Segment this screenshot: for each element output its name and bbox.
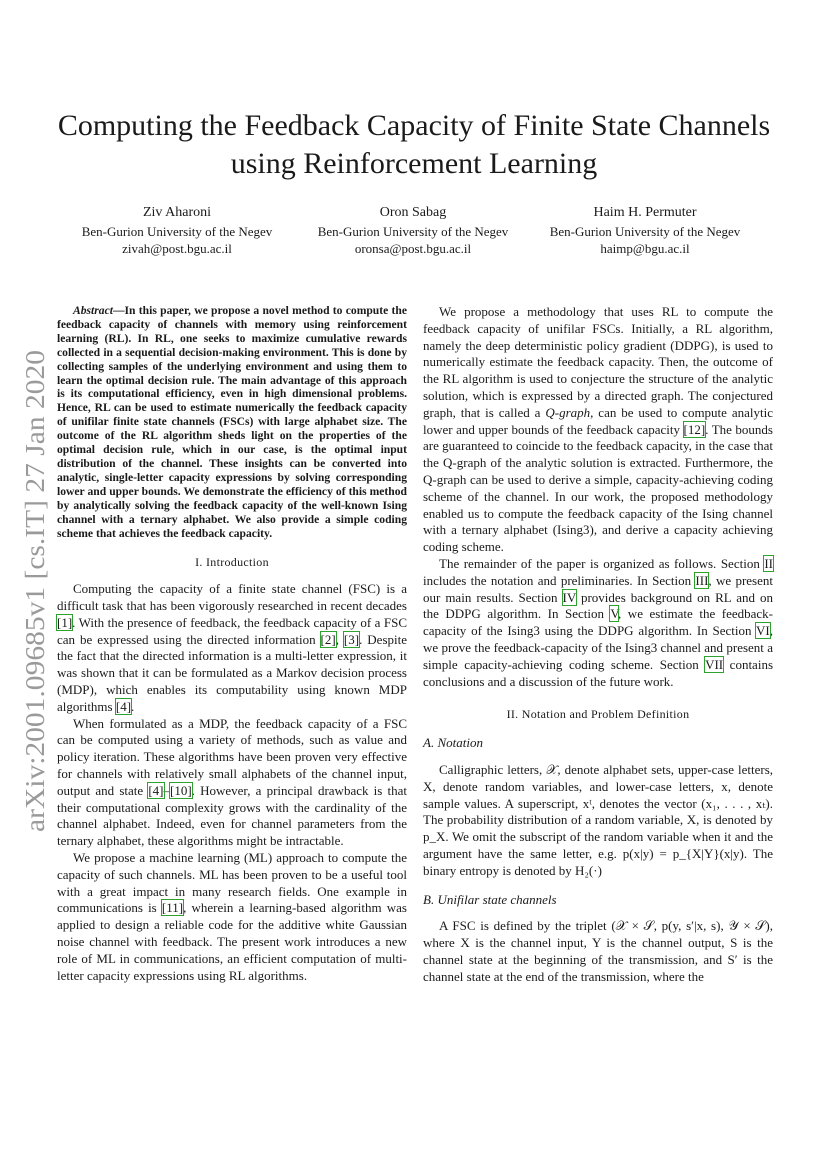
author-affiliation: Ben-Gurion University of the Negev [81,224,273,239]
methodology-paragraph: We propose a methodology that uses RL to compute the feedback capacity of unifilar FSCs. Initially, a RL algorithm, namely the deep deterministic policy gradient (DDPG), is used to numerically estimate the feedback capacity. Then, the outcome of the RL algorithm is used to conjecture the structure of the analytic solution, which is expressed by a directed graph. The conjectured graph, that is called a Q-graph, can be used to compute analytic lower and upper bounds of the feedback capacity [12]. The bounds are guaranteed to coincide to the feedback capacity, in the case that the Q-graph of the analytic solution is extracted. Furthermore, the Q-graph can be used to derive a simple, capacity-achieving coding scheme of the channel. In our work, the proposed methodology enabled us to compute the feedback capacity of the Ising channel with a ternary alphabet (Ising3), and derive a capacity achieving coding scheme. [423,304,773,555]
abstract-text: —In this paper, we propose a novel method to compute the feedback capacity of channels with memory using reinforcement learning (RL). In RL, one seeks to maximize cumulative rewards collected in a sequential decision-making environment. This is done by collecting samples of the underlying environment and using them to learn the optimal decision rule. The main advantage of this approach is its computational efficiency, even in high dimensional problems. Hence, RL can be used to estimate numerically the feedback capacity of unifilar finite state channels (FSCs) with large alphabet size. The outcome of the RL algorithm sheds light on the properties of the optimal decision rule, which in our case, is the optimal input distribution of the channel. These insights can be converted into analytic, single-letter capacity expressions by solving corresponding lower and upper bounds. We demonstrate the efficiency of this method by analytically solving the feedback capacity of the well-known Ising channel with a ternary alphabet. We also provide a simple coding scheme that achieves the feedback capacity. [57,304,407,540]
subsection-heading-unifilar: B. Unifilar state channels [423,891,557,907]
author-block [64,204,290,257]
section-link[interactable]: II [764,555,773,571]
q-graph-term: Q-graph [545,404,591,420]
intro-paragraph-2: When formulated as a MDP, the feedback capacity of a FSC can be computed using a variety of methods, such as value and policy iteration. These algorithms have been proven very effective for channels with relatively small alphabets of the channel input, output and state [4]–[10]. However, a principal drawback is that their computational complexity grows with the cardinality of the channel alphabet. Indeed, even for channel parameters from the ternary alphabet, these algorithms might be intractable. [57,715,407,849]
arxiv-identifier-text: arXiv:2001.09685v1 [cs.IT] 27 Jan 2020 [20,391,50,832]
author-block [532,204,758,257]
section-link[interactable]: IV [562,589,576,605]
right-column [423,304,773,985]
citation-link[interactable]: [1] [57,614,73,630]
author-affiliation: Ben-Gurion University of the Negev [317,224,509,239]
section-heading-notation: II. Notation and Problem Definition [506,707,690,722]
notation-paragraph: Calligraphic letters, 𝒳, denote alphabet sets, upper-case letters, X, denote random variables, and lower-case letters, x, denote sample values. A superscript, xᵗ, denotes the vector (x₁, . . . , xₜ). The probability distribution of a random variable, X, is denoted by p_X. We omit the subscript of the random variable when it and the argument have the same letter, e.g. p(x|y) = p_{X|Y}(x|y). The binary entropy is denoted by H₂(·) [423,761,773,878]
section-link[interactable]: V [610,606,619,622]
citation-link[interactable]: [4] [115,698,132,714]
left-column [57,304,407,984]
arxiv-identifier-stamp [16,350,52,832]
subsection-heading-notation: A. Notation [423,735,483,751]
citation-link[interactable]: [4] [148,782,164,798]
author-name: Haim H. Permuter [593,205,697,220]
intro-paragraph-3: We propose a machine learning (ML) approach to compute the capacity of such channels. ML has been proven to be a useful tool with a great impact in many research fields. One example in communications is [11], wherein a learning-based algorithm was applied to design a reliable code for the additive white Gaussian noise channel with feedback. The present work introduces a new role of ML in communications, an efficient computation of multi-letter capacity expressions using RL algorithms. [57,849,407,983]
author-email[interactable]: oronsa@post.bgu.ac.il [354,241,472,256]
citation-link[interactable]: [10] [170,782,192,798]
paper-title: Computing the Feedback Capacity of Finite State Channels using Reinforcement Learning [57,109,771,180]
citation-link[interactable]: [3] [343,631,360,647]
abstract [57,304,407,540]
author-email[interactable]: haimp@bgu.ac.il [600,241,690,256]
abstract-label: Abstract [73,304,113,317]
author-email[interactable]: zivah@post.bgu.ac.il [122,241,232,256]
section-heading-introduction: I. Introduction [195,555,269,570]
section-link[interactable]: III [695,572,709,588]
author-name: Oron Sabag [379,205,447,220]
intro-paragraph-1: Computing the capacity of a finite state channel (FSC) is a difficult task that has been vigorously researched in recent decades [1]. With the presence of feedback, the feedback capacity of a FSC can be expressed using the directed information [2], [3]. Despite the fact that the directed information is a multi-letter expression, it was shown that it can be formulated as a Markov decision process (MDP), which enables its computability using known MDP algorithms [4]. [57,581,407,714]
organization-paragraph: The remainder of the paper is organized as follows. Section II includes the notation and preliminaries. In Section III, we present our main results. Section IV provides background on RL and on the DDPG algorithm. In Section V, we estimate the feedback-capacity of the Ising3 using the DDPG algorithm. In Section VI, we prove the feedback-capacity of the Ising3 channel and present a simple capacity-achieving coding scheme. Section VII contains conclusions and a discussion of the future work. [423,555,774,689]
citation-link[interactable]: [11] [161,900,184,916]
citation-link[interactable]: [12] [683,421,706,437]
citation-link[interactable]: [2] [320,631,336,647]
unifilar-paragraph: A FSC is defined by the triplet (𝒳 × 𝒮, p(y, s′|x, s), 𝒴 × 𝒮), where X is the channel input, Y is the channel output, S is the channel state at the beginning of the transmission, and S′ is the channel state at the end of the transmission, where the [423,918,773,984]
section-link[interactable]: VII [705,656,724,672]
author-block [300,204,526,257]
author-name: Ziv Aharoni [142,205,212,220]
section-link[interactable]: VI [756,623,770,639]
author-affiliation: Ben-Gurion University of the Negev [549,224,741,239]
